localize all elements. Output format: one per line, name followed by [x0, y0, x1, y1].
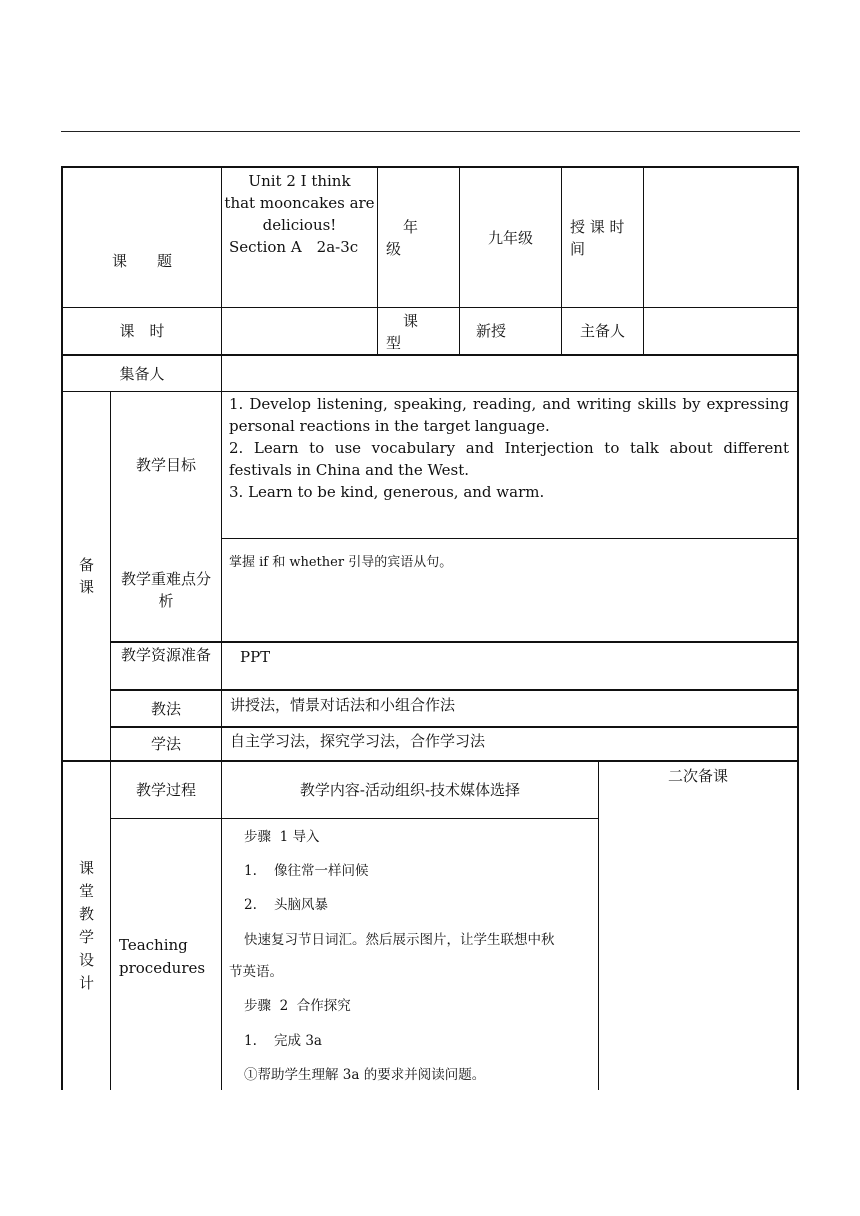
- rule: [221, 391, 222, 1090]
- rule: [598, 761, 599, 1090]
- grade-value: 九年级: [487, 228, 533, 247]
- lesson-time-label-line: 间: [570, 240, 586, 258]
- lesson-time-value: [644, 168, 797, 307]
- topic-line: that mooncakes are: [224, 194, 375, 212]
- second-prep-label: 二次备课: [667, 767, 728, 785]
- resources-value: PPT: [240, 648, 271, 666]
- rule: [221, 538, 799, 539]
- resources-label: 教学资源准备: [120, 646, 211, 664]
- goal-item: 1. Develop listening, speaking, reading, and writing skills by expressing personal reactions in the target language.: [229, 395, 789, 435]
- collective-prep-label: 集备人: [119, 364, 165, 383]
- owner-value: [644, 308, 797, 354]
- class-type-value: 新授: [476, 322, 507, 340]
- keypoints-label: [116, 568, 216, 612]
- learning-method-label: 学法: [150, 735, 181, 753]
- procedures-label: Teaching procedures: [119, 936, 206, 977]
- step-line: 步骤 2 合作探究: [244, 998, 351, 1014]
- process-label: 教学过程: [135, 781, 196, 799]
- topic-label: 课 题: [111, 252, 172, 270]
- class-type-label-line: 型: [386, 334, 402, 352]
- rule: [110, 641, 799, 643]
- goal-item: 2. Learn to use vocabulary and Interjection to talk about different festivals in China and the West.: [229, 439, 789, 479]
- header-rule: [61, 131, 800, 132]
- topic-line: Unit 2 I think: [248, 172, 351, 190]
- owner-label: 主备人: [579, 322, 625, 340]
- grade-label-line: 级: [386, 240, 402, 258]
- prep-side-label-text: 备课: [78, 556, 94, 596]
- step-line: 1. 完成 3a: [244, 1033, 322, 1049]
- rule: [797, 166, 799, 1090]
- step-line: 1. 像往常一样问候: [244, 863, 369, 879]
- keypoints-value: 掌握 if 和 whether 引导的宾语从句。: [229, 555, 453, 570]
- topic-line: Section A 2a-3c: [229, 238, 359, 256]
- grade-label: [386, 216, 456, 260]
- step-line: 2. 头脑风暴: [244, 897, 329, 913]
- design-side-label-text: 课堂教学设计: [78, 859, 94, 992]
- design-side-label: [63, 762, 110, 1090]
- period-label: 课 时: [119, 322, 165, 340]
- collective-prep-value: [222, 356, 797, 391]
- step-line: 快速复习节日词汇。然后展示图片，让学生联想中秋: [244, 932, 555, 948]
- rule: [110, 818, 599, 819]
- goals-list: [229, 393, 789, 503]
- lesson-time-label: [570, 216, 640, 260]
- goals-label: 教学目标: [135, 456, 196, 474]
- class-type-label-line: 课: [403, 312, 419, 330]
- teaching-method-value: 讲授法，情景对话法和小组合作法: [230, 696, 456, 714]
- step-line: 节英语。: [229, 964, 283, 980]
- lesson-time-label-line: 授 课 时: [570, 218, 625, 236]
- period-value: [222, 308, 377, 354]
- topic-line: delicious!: [262, 216, 337, 234]
- keypoints-label-text: 教学重难点分析: [120, 570, 211, 610]
- class-type-label: [386, 310, 456, 354]
- rule: [377, 166, 378, 355]
- learning-method-value: 自主学习法，探究学习法，合作学习法: [230, 732, 486, 750]
- step-line: 步骤 1 导入: [244, 829, 320, 845]
- topic-value: [222, 170, 377, 258]
- content-label: 教学内容-活动组织-技术媒体选择: [299, 781, 521, 799]
- grade-label-line: 年: [403, 218, 419, 236]
- prep-side-label: [63, 392, 110, 760]
- teaching-method-label: 教法: [150, 699, 181, 718]
- step-line: ①帮助学生理解 3a 的要求并阅读问题。: [244, 1067, 486, 1083]
- goal-item: 3. Learn to be kind, generous, and warm.: [229, 483, 545, 501]
